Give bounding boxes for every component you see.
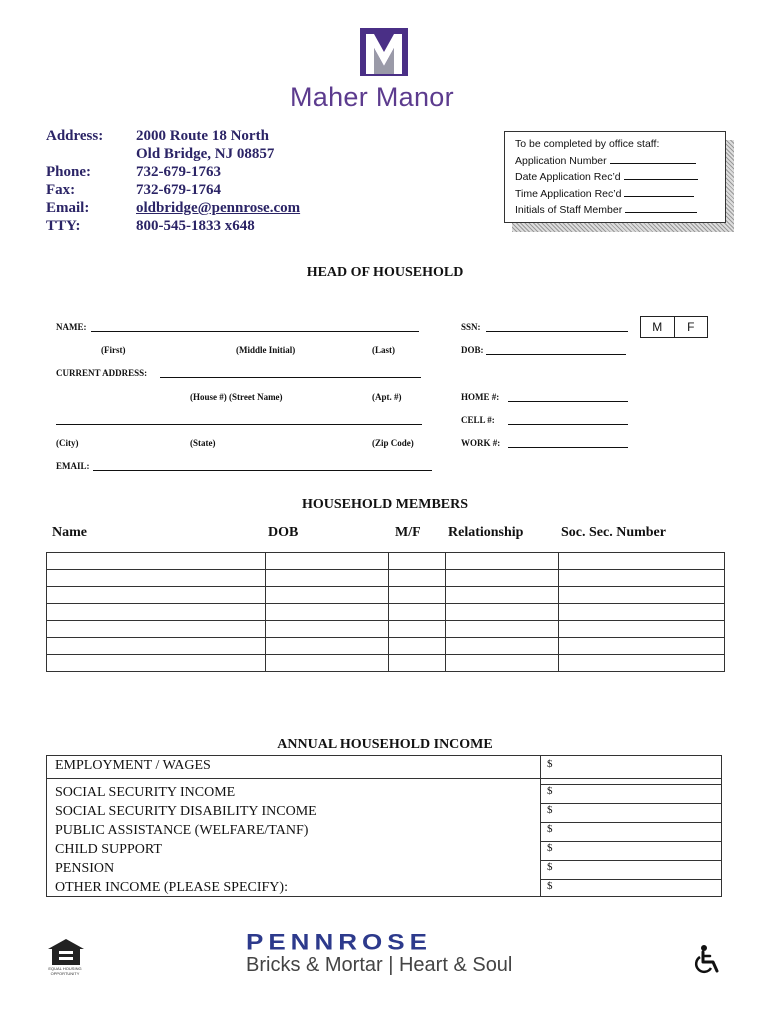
income-amount-field[interactable]: $ — [547, 842, 553, 854]
gender-m-option[interactable]: M — [641, 317, 675, 337]
household-members-table — [46, 552, 725, 672]
table-cell[interactable] — [389, 655, 446, 672]
address-line1: 2000 Route 18 North — [136, 128, 269, 144]
table-cell[interactable] — [265, 655, 389, 672]
income-amount-field[interactable]: $ — [547, 785, 553, 797]
table-cell[interactable] — [265, 621, 389, 638]
table-cell[interactable] — [265, 638, 389, 655]
middle-initial-caption: (Middle Initial) — [236, 345, 296, 355]
current-address-field[interactable] — [160, 377, 421, 378]
current-address-label: CURRENT ADDRESS: — [56, 368, 148, 378]
income-amount-field[interactable]: $ — [547, 804, 553, 816]
table-cell[interactable] — [265, 587, 389, 604]
income-row-label: PUBLIC ASSISTANCE (WELFARE/TANF) — [55, 823, 309, 838]
table-row — [47, 655, 725, 672]
staff-initials-field[interactable] — [625, 202, 697, 213]
table-cell[interactable] — [446, 553, 559, 570]
table-cell[interactable] — [389, 621, 446, 638]
income-divider — [47, 778, 721, 779]
table-row — [47, 570, 725, 587]
wheelchair-icon — [692, 944, 724, 976]
table-cell[interactable] — [446, 604, 559, 621]
work-phone-field[interactable] — [508, 447, 628, 448]
income-amount-field[interactable]: $ — [547, 758, 553, 770]
col-name: Name — [52, 525, 87, 540]
annual-income-title: ANNUAL HOUSEHOLD INCOME — [277, 737, 493, 752]
pennrose-tagline: Bricks & Mortar | Heart & Soul — [246, 954, 513, 976]
date-received-field[interactable] — [624, 169, 698, 180]
home-phone-label: HOME #: — [461, 392, 500, 402]
table-cell[interactable] — [559, 604, 725, 621]
head-of-household-title: HEAD OF HOUSEHOLD — [306, 265, 464, 280]
table-cell[interactable] — [389, 570, 446, 587]
city-state-zip-field[interactable] — [56, 424, 422, 425]
equal-housing-text: EQUAL HOUSING OPPORTUNITY — [48, 966, 82, 976]
table-cell[interactable] — [265, 604, 389, 621]
last-name-caption: (Last) — [372, 345, 395, 355]
table-cell[interactable] — [389, 587, 446, 604]
email-field-label: EMAIL: — [56, 461, 90, 471]
table-row — [47, 638, 725, 655]
time-received-row — [515, 186, 715, 203]
table-cell[interactable] — [47, 553, 266, 570]
application-number-label: Application Number — [515, 154, 607, 167]
zip-caption: (Zip Code) — [372, 438, 414, 448]
income-divider — [540, 879, 721, 880]
table-cell[interactable] — [47, 621, 266, 638]
income-row-label: PENSION — [55, 861, 115, 876]
fax-label: Fax: — [46, 182, 76, 198]
col-gender: M/F — [395, 525, 421, 540]
table-cell[interactable] — [389, 553, 446, 570]
staff-initials-row — [515, 202, 715, 219]
income-divider — [540, 784, 721, 785]
income-divider — [540, 803, 721, 804]
application-number-row — [515, 153, 715, 170]
office-staff-box — [504, 131, 726, 223]
time-received-field[interactable] — [624, 186, 694, 197]
office-box-title: To be completed by office staff: — [515, 138, 660, 150]
income-divider — [540, 822, 721, 823]
apt-caption: (Apt. #) — [372, 392, 402, 402]
brand-name: Maher Manor — [290, 82, 454, 112]
table-cell[interactable] — [446, 638, 559, 655]
household-members-title: HOUSEHOLD MEMBERS — [301, 497, 469, 512]
table-row — [47, 587, 725, 604]
income-amount-field[interactable]: $ — [547, 880, 553, 892]
table-row — [47, 621, 725, 638]
ssn-label: SSN: — [461, 322, 481, 332]
table-row — [47, 604, 725, 621]
ssn-field[interactable] — [486, 331, 628, 332]
email-label: Email: — [46, 200, 90, 216]
table-cell[interactable] — [559, 655, 725, 672]
home-phone-field[interactable] — [508, 401, 628, 402]
dob-field[interactable] — [486, 354, 626, 355]
table-cell[interactable] — [47, 655, 266, 672]
time-received-label: Time Application Rec’d — [515, 187, 622, 200]
city-caption: (City) — [56, 438, 79, 448]
income-divider — [540, 860, 721, 861]
table-cell[interactable] — [389, 638, 446, 655]
name-label: NAME: — [56, 322, 87, 332]
income-row-label: CHILD SUPPORT — [55, 842, 162, 857]
table-row — [47, 553, 725, 570]
work-phone-label: WORK #: — [461, 438, 501, 448]
income-row-label: SOCIAL SECURITY INCOME — [55, 785, 236, 800]
income-divider — [540, 841, 721, 842]
table-cell[interactable] — [559, 553, 725, 570]
table-cell[interactable] — [47, 570, 266, 587]
staff-initials-label: Initials of Staff Member — [515, 204, 623, 216]
table-cell[interactable] — [446, 655, 559, 672]
table-cell[interactable] — [446, 587, 559, 604]
pennrose-logo-text: PENNROSE — [246, 929, 432, 955]
income-amount-field[interactable]: $ — [547, 861, 553, 873]
address-line2: Old Bridge, NJ 08857 — [136, 146, 275, 162]
income-table — [46, 755, 722, 897]
gender-selector — [640, 316, 708, 338]
cell-phone-field[interactable] — [508, 424, 628, 425]
income-row-label: OTHER INCOME (PLEASE SPECIFY): — [55, 880, 288, 895]
maher-manor-logo-icon — [360, 28, 408, 76]
tty-value: 800-545-1833 x648 — [136, 218, 255, 234]
house-street-caption: (House #) (Street Name) — [190, 392, 283, 402]
table-cell[interactable] — [559, 587, 725, 604]
date-received-label: Date Application Rec’d — [515, 171, 621, 183]
table-cell[interactable] — [559, 570, 725, 587]
table-cell[interactable] — [47, 587, 266, 604]
state-caption: (State) — [190, 438, 216, 448]
phone-value: 732-679-1763 — [136, 164, 221, 180]
table-cell[interactable] — [559, 621, 725, 638]
gender-f-option[interactable]: F — [687, 320, 695, 334]
fax-value: 732-679-1764 — [136, 182, 221, 198]
col-ssn: Soc. Sec. Number — [561, 525, 666, 540]
dob-label: DOB: — [461, 345, 484, 355]
table-cell[interactable] — [446, 570, 559, 587]
date-received-row — [515, 169, 715, 186]
table-cell[interactable] — [446, 621, 559, 638]
table-cell[interactable] — [47, 604, 266, 621]
table-cell[interactable] — [265, 570, 389, 587]
income-row-label: SOCIAL SECURITY DISABILITY INCOME — [55, 804, 317, 819]
tty-label: TTY: — [46, 218, 81, 234]
income-row-label: EMPLOYMENT / WAGES — [55, 758, 211, 773]
table-cell[interactable] — [559, 638, 725, 655]
email-field[interactable] — [93, 470, 432, 471]
table-cell[interactable] — [47, 638, 266, 655]
cell-phone-label: CELL #: — [461, 415, 495, 425]
col-relationship: Relationship — [448, 525, 524, 540]
table-cell[interactable] — [389, 604, 446, 621]
first-name-caption: (First) — [101, 345, 126, 355]
phone-label: Phone: — [46, 164, 91, 180]
email-link[interactable]: oldbridge@pennrose.com — [136, 200, 301, 216]
address-label: Address: — [46, 128, 104, 144]
table-cell[interactable] — [265, 553, 389, 570]
application-number-field[interactable] — [610, 153, 696, 164]
name-field[interactable] — [91, 331, 419, 332]
col-dob: DOB — [268, 525, 299, 540]
equal-housing-icon — [46, 938, 86, 966]
income-amount-field[interactable]: $ — [547, 823, 553, 835]
